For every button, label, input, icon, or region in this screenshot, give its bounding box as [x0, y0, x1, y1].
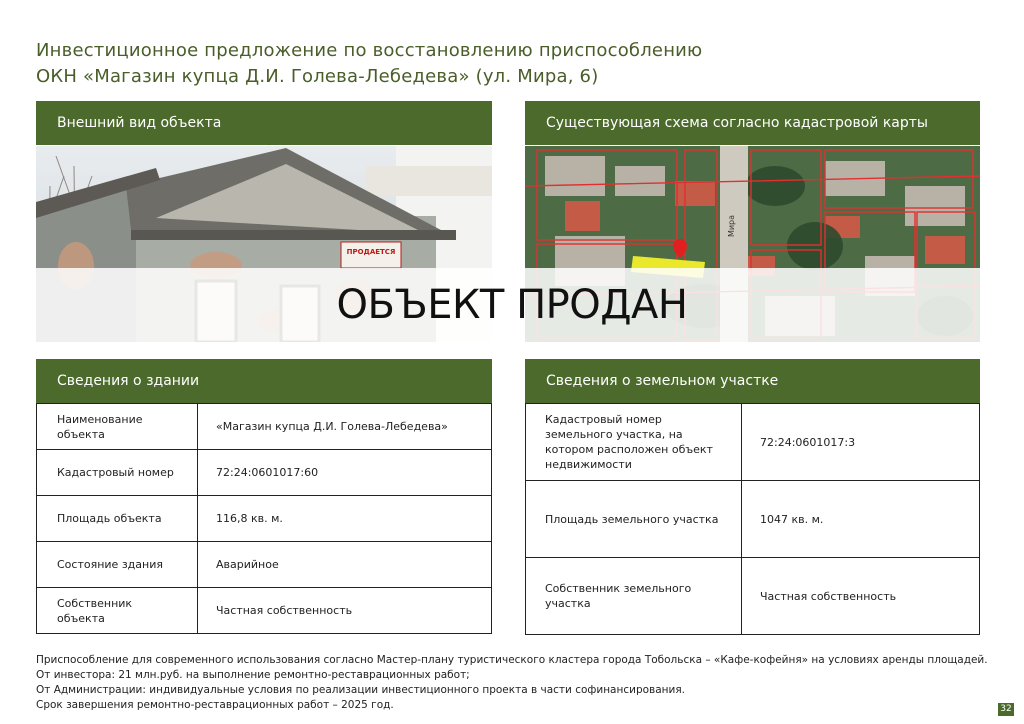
page-title-line-1: Инвестиционное предложение по восстановлению приспособлению [36, 40, 703, 61]
row-value: Частная собственность [742, 558, 980, 635]
row-label: Площадь земельного участка [526, 481, 742, 558]
table-row [37, 404, 492, 450]
row-value: 1047 кв. м. [742, 481, 980, 558]
map-panel-heading: Существующая схема согласно кадастровой карты [525, 101, 980, 145]
row-value: 116,8 кв. м. [198, 496, 492, 542]
map-street-label: Мира [727, 214, 736, 238]
footer-line: От Администрации: индивидуальные условия по реализации инвестиционного проекта в части софинансирования. [36, 684, 686, 696]
table-row [37, 450, 492, 496]
row-value: Аварийное [198, 542, 492, 588]
row-label: Собственник объекта [37, 588, 198, 634]
exterior-panel-heading: Внешний вид объекта [36, 101, 492, 145]
row-label: Наименование объекта [37, 404, 198, 450]
row-value: Частная собственность [198, 588, 492, 634]
sale-sign-text: ПРОДАЕТСЯ [346, 248, 396, 256]
table-row [37, 542, 492, 588]
footer-line: От инвестора: 21 млн.руб. на выполнение ремонтно-реставрационных работ; [36, 669, 470, 681]
row-label: Площадь объекта [37, 496, 198, 542]
building-info-heading: Сведения о здании [36, 359, 492, 403]
row-label: Кадастровый номер земельного участка, на котором расположен объект недвижимости [526, 404, 742, 481]
sold-banner-text: ОБЪЕКТ ПРОДАН [336, 282, 688, 328]
building-info-table [36, 403, 492, 634]
row-label: Собственник земельного участка [526, 558, 742, 635]
table-row [526, 404, 980, 481]
row-value: «Магазин купца Д.И. Голева-Лебедева» [198, 404, 492, 450]
table-row [37, 588, 492, 634]
row-value: 72:24:0601017:3 [742, 404, 980, 481]
table-row [526, 558, 980, 635]
page-number: 32 [998, 703, 1014, 716]
sold-banner [14, 268, 1010, 342]
table-row [37, 496, 492, 542]
row-value: 72:24:0601017:60 [198, 450, 492, 496]
footer-notes [36, 653, 988, 713]
footer-line: Срок завершения ремонтно-реставрационных работ – 2025 год. [36, 699, 394, 711]
land-info-heading: Сведения о земельном участке [525, 359, 980, 403]
row-label: Кадастровый номер [37, 450, 198, 496]
page-title [36, 38, 702, 90]
land-info-table [525, 403, 980, 635]
row-label: Состояние здания [37, 542, 198, 588]
footer-line: Приспособление для современного использования согласно Мастер-плану туристического кластера города Тобольска – «Кафе-кофейня» на условиях аренды площадей. [36, 654, 988, 666]
page-title-line-2: ОКН «Магазин купца Д.И. Голева-Лебедева» (ул. Мира, 6) [36, 66, 599, 87]
table-row [526, 481, 980, 558]
